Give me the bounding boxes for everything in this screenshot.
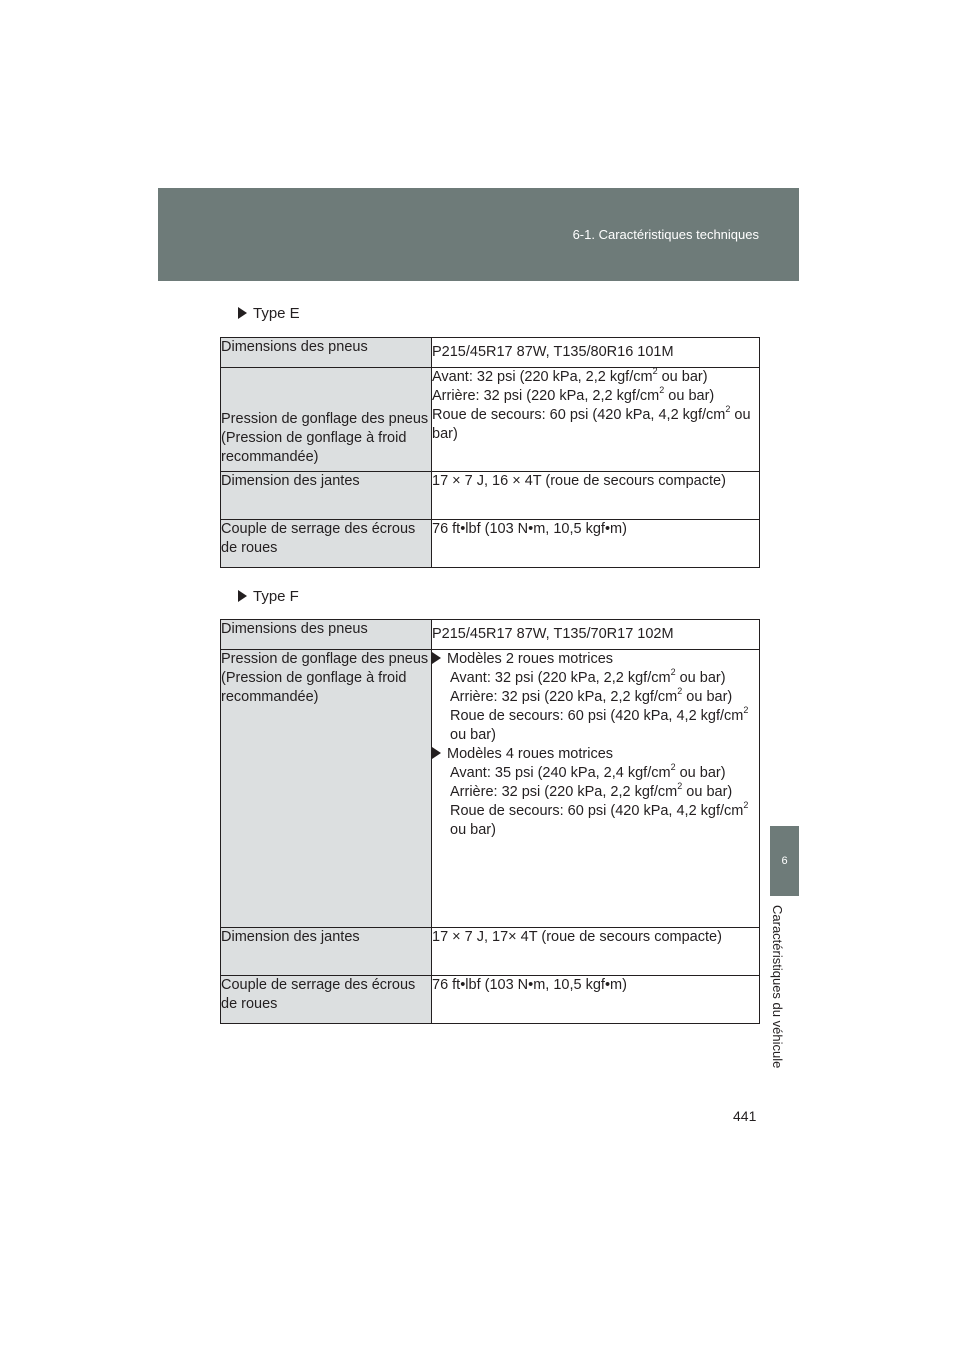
arrow-right-icon	[432, 747, 441, 759]
pressure-label	[221, 650, 432, 928]
table-row	[221, 928, 760, 976]
type-e-spec-table	[220, 337, 760, 568]
pressure-label-line1: Pression de gonflage des pneus	[221, 411, 429, 427]
rim-value: 17 × 7 J, 17× 4T (roue de secours compacte)	[432, 928, 760, 976]
torque-label: Couple de serrage des écrous de roues	[221, 520, 432, 568]
torque-label: Couple de serrage des écrous de roues	[221, 976, 432, 1024]
section-title-header: 6-1. Caractéristiques techniques	[572, 227, 759, 242]
torque-value: 76 ft•lbf (103 N•m, 10,5 kgf•m)	[432, 976, 760, 1024]
chapter-side-label: Caractéristiques du véhicule	[770, 905, 785, 1069]
type-e-title: Type E	[253, 305, 300, 322]
torque-value: 76 ft•lbf (103 N•m, 10,5 kgf•m)	[432, 520, 760, 568]
group-4wd-title: Modèles 4 roues motrices	[447, 746, 614, 762]
chapter-tab-number: 6	[781, 855, 788, 867]
table-row	[221, 368, 760, 472]
table-row	[221, 520, 760, 568]
chapter-header-band	[158, 188, 799, 281]
pressure-rear: Arrière: 32 psi (220 kPa, 2,2 kgf/$cm^2$ ou bar)	[450, 686, 733, 705]
pressure-front: Avant: 32 psi (220 kPa, 2,2 kgf/$cm^2$ ou bar)	[450, 667, 726, 686]
arrow-right-icon	[238, 307, 247, 319]
rim-label: Dimension des jantes	[221, 472, 432, 520]
pressure-front: Avant: 32 psi (220 kPa, 2,2 kgf/$cm^2$ ou bar)	[432, 366, 708, 385]
group-2wd-title: Modèles 2 roues motrices	[447, 651, 614, 667]
pressure-label-line2: (Pression de gonflage à froid recommandée)	[221, 670, 407, 705]
pressure-front: Avant: 35 psi (240 kPa, 2,4 kgf/$cm^2$ ou bar)	[450, 762, 726, 781]
pressure-spare: Roue de secours: 60 psi (420 kPa, 4,2 kgf/$cm^2$ ou bar)	[432, 404, 751, 442]
page-number: 441	[733, 1108, 757, 1124]
pressure-spare: Roue de secours: 60 psi (420 kPa, 4,2 kgf/$cm^2$ ou bar)	[450, 800, 749, 838]
table-row	[221, 976, 760, 1024]
pressure-group-2wd	[432, 650, 759, 745]
pressure-rear: Arrière: 32 psi (220 kPa, 2,2 kgf/$cm^2$ ou bar)	[450, 781, 733, 800]
tire-dim-value: P215/45R17 87W, T135/80R16 101M	[432, 338, 760, 368]
type-f-title: Type F	[253, 588, 299, 605]
pressure-label-line1: Pression de gonflage des pneus	[221, 651, 429, 667]
pressure-label	[221, 368, 432, 472]
type-e-heading	[238, 305, 300, 322]
pressure-value	[432, 368, 760, 472]
type-f-spec-table	[220, 619, 760, 1024]
tire-dim-label: Dimensions des pneus	[221, 338, 432, 368]
tire-dim-value: P215/45R17 87W, T135/70R17 102M	[432, 620, 760, 650]
table-row	[221, 338, 760, 368]
arrow-right-icon	[432, 652, 441, 664]
pressure-group-4wd	[432, 745, 759, 840]
table-row	[221, 472, 760, 520]
pressure-value	[432, 650, 760, 928]
pressure-rear: Arrière: 32 psi (220 kPa, 2,2 kgf/$cm^2$ ou bar)	[432, 385, 715, 404]
table-row	[221, 650, 760, 928]
arrow-right-icon	[238, 590, 247, 602]
rim-label: Dimension des jantes	[221, 928, 432, 976]
chapter-tab	[770, 826, 799, 896]
table-row	[221, 620, 760, 650]
type-f-heading	[238, 588, 299, 605]
pressure-label-line2: (Pression de gonflage à froid recommandée)	[221, 430, 407, 465]
rim-value: 17 × 7 J, 16 × 4T (roue de secours compacte)	[432, 472, 760, 520]
pressure-spare: Roue de secours: 60 psi (420 kPa, 4,2 kgf/$cm^2$ ou bar)	[450, 705, 749, 743]
tire-dim-label: Dimensions des pneus	[221, 620, 432, 650]
